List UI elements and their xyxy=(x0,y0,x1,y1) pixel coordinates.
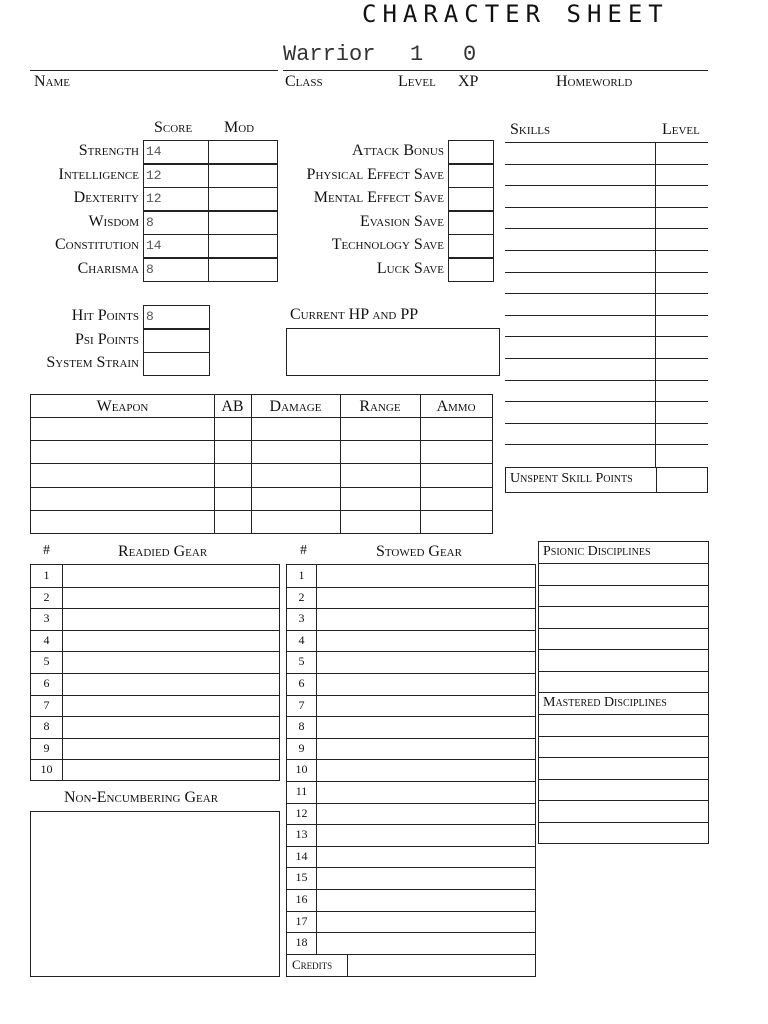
mod-header: Mod xyxy=(224,119,255,136)
skill-level-field[interactable] xyxy=(656,359,708,379)
skill-level-field[interactable] xyxy=(656,445,708,465)
xp-label: XP xyxy=(458,73,479,90)
skill-level-field[interactable] xyxy=(656,251,708,271)
skill-name-field[interactable] xyxy=(505,316,655,336)
stowed-row-number: 16 xyxy=(295,892,308,906)
name-line xyxy=(30,70,278,71)
stowed-item-field[interactable] xyxy=(317,716,535,737)
weapon-row[interactable] xyxy=(31,488,492,510)
weapon-column-header: Ammo xyxy=(436,398,476,415)
stowed-item-field[interactable] xyxy=(317,867,535,888)
unspent-skill-box xyxy=(505,467,708,493)
current-hp-box[interactable] xyxy=(286,328,500,376)
weapon-row[interactable] xyxy=(31,511,492,533)
weapon-column-header: Damage xyxy=(269,398,322,415)
readied-row-number: 1 xyxy=(43,568,50,582)
attribute-score[interactable]: 12 xyxy=(143,187,209,211)
stowed-row-number: 4 xyxy=(298,632,305,647)
weapon-column-header: Range xyxy=(359,398,401,415)
stowed-item-field[interactable] xyxy=(317,608,535,629)
skill-name-field[interactable] xyxy=(505,143,655,163)
stowed-row-number: 11 xyxy=(295,784,308,798)
readied-item-field[interactable] xyxy=(63,716,279,737)
readied-row-number: 5 xyxy=(43,654,50,669)
stowed-row-number: 7 xyxy=(298,697,305,712)
mastered-disciplines-label: Mastered Disciplines xyxy=(543,695,667,710)
vital-label: System Strain xyxy=(46,354,139,371)
attribute-label: Charisma xyxy=(77,259,139,277)
readied-item-field[interactable] xyxy=(63,759,279,780)
vital-label: Psi Points xyxy=(75,330,139,348)
readied-row-number: 8 xyxy=(43,719,50,734)
readied-item-field[interactable] xyxy=(63,673,279,694)
stowed-item-field[interactable] xyxy=(317,738,535,759)
attribute-score[interactable]: 14 xyxy=(143,234,209,258)
skill-level-field[interactable] xyxy=(656,208,708,228)
stowed-hash: # xyxy=(300,543,307,558)
mastered-disciplines-entry-field[interactable] xyxy=(539,737,708,757)
credits-label: Credits xyxy=(292,957,333,972)
vital-label: Hit Points xyxy=(71,307,139,324)
mastered-disciplines-entry-field[interactable] xyxy=(539,823,708,843)
readied-row-number: 4 xyxy=(43,632,50,647)
weapon-row[interactable] xyxy=(31,418,492,440)
stowed-row-number: 15 xyxy=(295,870,308,885)
psionic-disciplines-entry-field[interactable] xyxy=(539,672,708,692)
weapon-column-header: AB xyxy=(221,398,244,415)
stowed-item-field[interactable] xyxy=(317,932,535,953)
skill-level-field[interactable] xyxy=(656,165,708,185)
non-encumbering-label: Non-Encumbering Gear xyxy=(64,789,219,806)
skill-level-field[interactable] xyxy=(656,381,708,401)
skill-name-field[interactable] xyxy=(505,359,655,379)
unspent-divider xyxy=(656,468,657,492)
stowed-row-number: 14 xyxy=(295,848,308,863)
attribute-label: Dexterity xyxy=(73,189,139,206)
skill-name-field[interactable] xyxy=(505,251,655,271)
attribute-score[interactable]: 8 xyxy=(143,258,209,282)
attribute-label: Constitution xyxy=(55,236,139,253)
stowed-item-field[interactable] xyxy=(317,911,535,932)
skill-name-field[interactable] xyxy=(505,424,655,444)
readied-row-number: 10 xyxy=(40,762,53,777)
skill-name-field[interactable] xyxy=(505,337,655,357)
stowed-item-field[interactable] xyxy=(317,824,535,845)
save-label: Mental Effect Save xyxy=(313,189,444,206)
skill-level-field[interactable] xyxy=(656,316,708,336)
save-label: Evasion Save xyxy=(360,212,444,230)
skill-name-field[interactable] xyxy=(505,229,655,249)
stowed-item-field[interactable] xyxy=(317,781,535,802)
attribute-label: Wisdom xyxy=(88,212,139,230)
skill-level-field[interactable] xyxy=(656,229,708,249)
stowed-row-number: 2 xyxy=(298,589,305,604)
skill-level-field[interactable] xyxy=(656,143,708,163)
readied-row-number: 9 xyxy=(43,740,50,755)
skills-header: Skills xyxy=(510,121,551,138)
xp-value[interactable]: 0 xyxy=(463,42,477,67)
readied-item-field[interactable] xyxy=(63,651,279,672)
vital-value[interactable]: 8 xyxy=(143,305,210,329)
save-value[interactable] xyxy=(448,211,494,235)
vital-value[interactable] xyxy=(143,329,210,353)
current-hp-label: Current HP and PP xyxy=(290,306,419,323)
readied-item-field[interactable] xyxy=(63,630,279,651)
homeworld-label: Homeworld xyxy=(556,73,633,90)
class-label: Class xyxy=(285,73,323,90)
skill-name-field[interactable] xyxy=(505,165,655,185)
mastered-disciplines-entry-field[interactable] xyxy=(539,780,708,800)
credits-box xyxy=(286,954,536,977)
stowed-item-field[interactable] xyxy=(317,803,535,824)
readied-item-field[interactable] xyxy=(63,738,279,759)
credits-divider xyxy=(347,955,348,976)
stowed-row-number: 10 xyxy=(295,762,308,777)
stowed-row-number: 18 xyxy=(295,935,308,950)
skill-name-field[interactable] xyxy=(505,381,655,401)
skill-level-field[interactable] xyxy=(656,402,708,422)
save-value[interactable] xyxy=(448,164,494,188)
stowed-item-field[interactable] xyxy=(317,651,535,672)
stowed-item-field[interactable] xyxy=(317,889,535,910)
stowed-row-number: 17 xyxy=(295,913,308,928)
save-value[interactable] xyxy=(448,140,494,164)
readied-hash: # xyxy=(43,543,50,558)
mastered-disciplines-frame xyxy=(538,692,709,844)
psionic-disciplines-entry-field[interactable] xyxy=(539,607,708,627)
mastered-disciplines-entry-field[interactable] xyxy=(539,758,708,778)
readied-header: Readied Gear xyxy=(118,543,208,560)
class-value[interactable]: Warrior xyxy=(283,42,376,67)
save-label: Technology Save xyxy=(331,236,444,253)
skill-level-field[interactable] xyxy=(656,337,708,357)
psionic-disciplines-entry-field[interactable] xyxy=(539,629,708,649)
skill-name-field[interactable] xyxy=(505,294,655,314)
attribute-score[interactable]: 14 xyxy=(143,140,209,164)
readied-row-number: 7 xyxy=(43,697,50,712)
skill-name-field[interactable] xyxy=(505,273,655,293)
readied-item-field[interactable] xyxy=(63,565,279,586)
readied-row-number: 2 xyxy=(43,589,50,604)
stowed-item-field[interactable] xyxy=(317,630,535,651)
vital-value[interactable] xyxy=(143,352,210,376)
non-encumbering-box[interactable] xyxy=(30,811,280,977)
stowed-row-number: 13 xyxy=(295,827,308,842)
stowed-row-number: 1 xyxy=(298,568,305,582)
save-label: Luck Save xyxy=(376,259,444,277)
stowed-item-field[interactable] xyxy=(317,565,535,586)
mastered-disciplines-entry-field[interactable] xyxy=(539,715,708,735)
sheet-title: CHARACTER SHEET xyxy=(362,0,669,28)
readied-item-field[interactable] xyxy=(63,608,279,629)
weapons-frame xyxy=(30,394,493,534)
stowed-header: Stowed Gear xyxy=(376,543,462,560)
readied-row-number: 3 xyxy=(43,611,50,626)
stowed-row-number: 9 xyxy=(298,740,305,755)
stowed-row-number: 5 xyxy=(298,654,305,669)
save-value[interactable] xyxy=(448,258,494,282)
skill-name-field[interactable] xyxy=(505,402,655,422)
stowed-item-field[interactable] xyxy=(317,759,535,780)
skill-divider xyxy=(655,142,656,467)
skills-level-header: Level xyxy=(662,121,700,138)
readied-item-field[interactable] xyxy=(63,695,279,716)
stowed-row-number: 8 xyxy=(298,719,305,734)
class-line xyxy=(283,70,708,71)
attribute-label: Intelligence xyxy=(58,165,139,183)
psionic-disciplines-entry-field[interactable] xyxy=(539,650,708,670)
psionic-disciplines-frame xyxy=(538,541,709,693)
skill-name-field[interactable] xyxy=(505,186,655,206)
score-header: Score xyxy=(154,119,193,136)
skill-level-field[interactable] xyxy=(656,294,708,314)
level-value[interactable]: 1 xyxy=(410,42,424,67)
weapon-row[interactable] xyxy=(31,441,492,463)
stowed-item-field[interactable] xyxy=(317,846,535,867)
skill-name-field[interactable] xyxy=(505,445,655,465)
readied-frame xyxy=(30,564,280,781)
stowed-item-field[interactable] xyxy=(317,695,535,716)
name-label: Name xyxy=(34,73,70,90)
stowed-item-field[interactable] xyxy=(317,587,535,608)
stowed-item-field[interactable] xyxy=(317,673,535,694)
skill-name-field[interactable] xyxy=(505,208,655,228)
save-label: Attack Bonus xyxy=(352,142,444,159)
skill-level-field[interactable] xyxy=(656,186,708,206)
attribute-label: Strength xyxy=(78,142,139,159)
psionic-disciplines-entry-field[interactable] xyxy=(539,586,708,606)
save-value[interactable] xyxy=(448,187,494,211)
skill-level-field[interactable] xyxy=(656,424,708,444)
mastered-disciplines-entry-field[interactable] xyxy=(539,801,708,821)
save-value[interactable] xyxy=(448,234,494,258)
stowed-frame xyxy=(286,564,536,955)
weapon-column-header: Weapon xyxy=(96,398,149,415)
unspent-skill-label: Unspent Skill Points xyxy=(510,471,633,486)
readied-row-number: 6 xyxy=(43,676,50,690)
attribute-score[interactable]: 12 xyxy=(143,164,209,188)
save-label: Physical Effect Save xyxy=(306,165,444,183)
stowed-row-number: 3 xyxy=(298,611,305,626)
level-label: Level xyxy=(398,73,436,90)
attribute-score[interactable]: 8 xyxy=(143,211,209,235)
psionic-disciplines-entry-field[interactable] xyxy=(539,564,708,584)
stowed-row-number: 12 xyxy=(295,805,308,820)
readied-item-field[interactable] xyxy=(63,587,279,608)
weapon-row[interactable] xyxy=(31,464,492,486)
stowed-row-number: 6 xyxy=(298,676,305,690)
psionic-disciplines-label: Psionic Disciplines xyxy=(543,544,651,559)
skill-level-field[interactable] xyxy=(656,273,708,293)
